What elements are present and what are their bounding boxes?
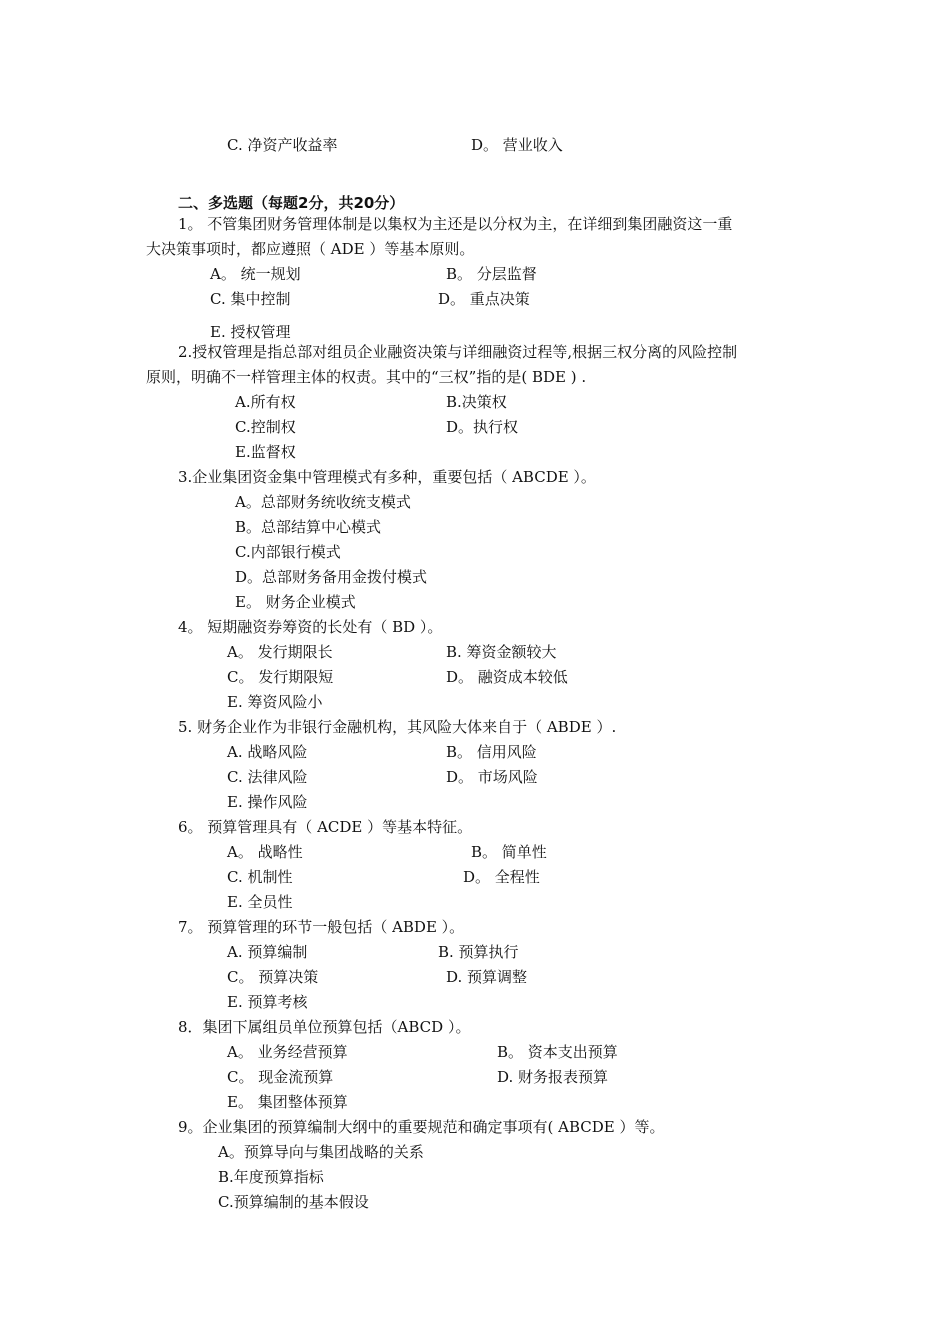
text-line: C. 机制性 (227, 868, 293, 886)
text-line: E. 授权管理 (210, 323, 291, 341)
text-line: C。 发行期限短 (227, 668, 334, 686)
text-line: E. 预算考核 (227, 993, 308, 1011)
text-line: B.决策权 (446, 393, 507, 411)
text-line: B.年度预算指标 (218, 1168, 324, 1186)
text-line: B。 简单性 (471, 843, 547, 861)
text-line: E. 操作风险 (227, 793, 308, 811)
text-line: D. 预算调整 (446, 968, 528, 986)
text-line: D。总部财务备用金拨付模式 (235, 568, 428, 586)
text-line: 5. 财务企业作为非银行金融机构，其风险大体来自于（ ABDE ）. (178, 718, 617, 736)
text-line: D。 市场风险 (446, 768, 538, 786)
text-line: C.内部银行模式 (235, 543, 341, 561)
text-line: A。 战略性 (227, 843, 303, 861)
text-line: 9。企业集团的预算编制大纲中的重要规范和确定事项有( ABCDE ）等。 (178, 1118, 665, 1136)
text-line: 7。 预算管理的环节一般包括（ ABDE ）。 (178, 918, 465, 936)
text-line: C. 集中控制 (210, 290, 291, 308)
text-line: 3.企业集团资金集中管理模式有多种，重要包括（ ABCDE ）。 (178, 468, 596, 486)
text-line: E。 财务企业模式 (235, 593, 356, 611)
text-line: D。 重点决策 (438, 290, 530, 308)
text-line: 原则，明确不一样管理主体的权责。其中的“三权”指的是( BDE ) . (146, 368, 587, 386)
text-line: 大决策事项时，都应遵照（ ADE ）等基本原则。 (146, 240, 475, 258)
text-line: C.控制权 (235, 418, 296, 436)
text-line: A。总部财务统收统支模式 (235, 493, 411, 511)
text-line: D。 融资成本较低 (446, 668, 568, 686)
text-line: C. 法律风险 (227, 768, 308, 786)
text-line: E。 集团整体预算 (227, 1093, 348, 1111)
text-line: 4。 短期融资券筹资的长处有（ BD ）。 (178, 618, 443, 636)
text-line: B。总部结算中心模式 (235, 518, 382, 536)
text-line: 二、多选题（每题2分，共20分） (178, 194, 405, 212)
text-line: A。 业务经营预算 (227, 1043, 348, 1061)
text-line: D. 财务报表预算 (497, 1068, 609, 1086)
text-line: C.预算编制的基本假设 (218, 1193, 369, 1211)
text-line: A。 统一规划 (210, 265, 301, 283)
text-line: D。执行权 (446, 418, 519, 436)
text-line: B. 预算执行 (438, 943, 519, 961)
text-line: A. 预算编制 (227, 943, 308, 961)
text-line: B。 信用风险 (446, 743, 537, 761)
text-line: A.所有权 (235, 393, 296, 411)
text-line: D。 营业收入 (471, 136, 563, 154)
text-line: 1。 不管集团财务管理体制是以集权为主还是以分权为主，在详细到集团融资这一重 (178, 215, 733, 233)
text-line: A。 发行期限长 (227, 643, 333, 661)
text-line: C。 预算决策 (227, 968, 319, 986)
text-line: E.监督权 (235, 443, 296, 461)
text-line: B。 分层监督 (446, 265, 537, 283)
text-line: C. 净资产收益率 (227, 136, 338, 154)
text-line: B. 筹资金额较大 (446, 643, 557, 661)
text-line: 2.授权管理是指总部对组员企业融资决策与详细融资过程等,根据三权分离的风险控制 (178, 343, 738, 361)
text-line: E. 筹资风险小 (227, 693, 323, 711)
text-line: E. 全员性 (227, 893, 293, 911)
text-line: B。 资本支出预算 (497, 1043, 618, 1061)
text-line: D。 全程性 (463, 868, 540, 886)
text-line: 8．集团下属组员单位预算包括（ABCD ）。 (178, 1018, 471, 1036)
text-line: A。预算导向与集团战略的关系 (218, 1143, 424, 1161)
text-line: A. 战略风险 (227, 743, 308, 761)
text-line: 6。 预算管理具有（ ACDE ）等基本特征。 (178, 818, 473, 836)
text-line: C。 现金流预算 (227, 1068, 334, 1086)
